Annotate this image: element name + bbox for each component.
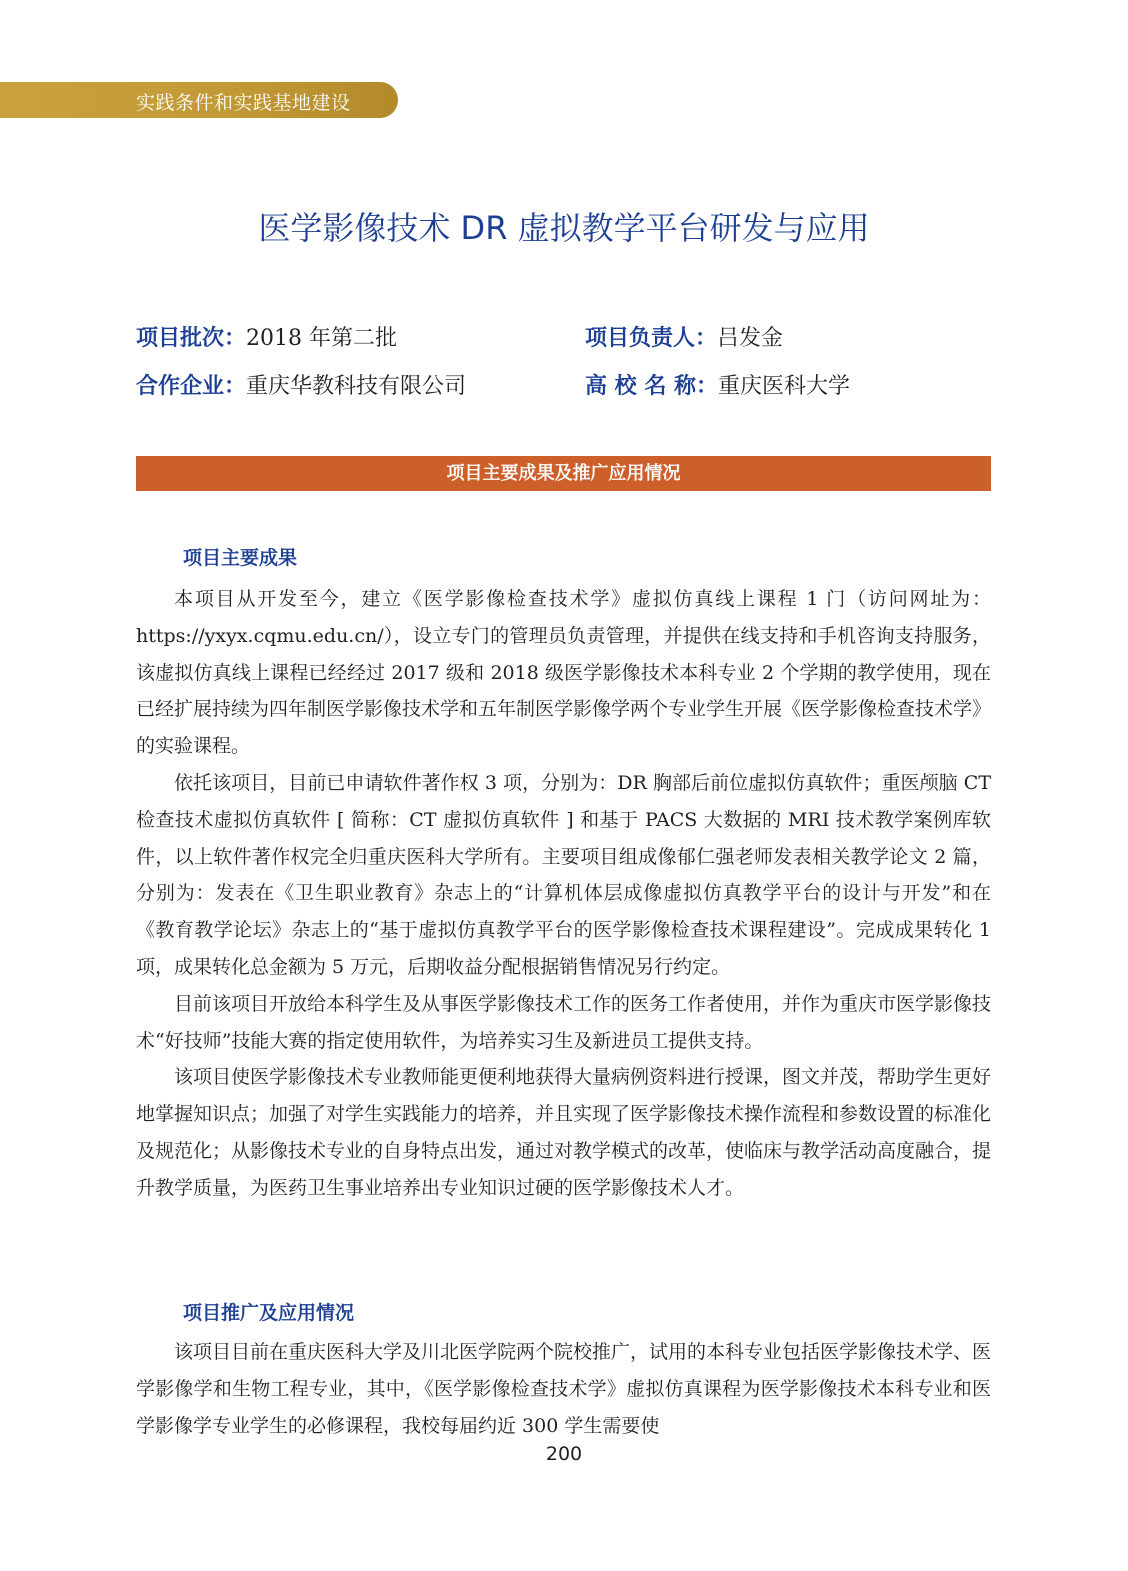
meta-company-value: 重庆华教科技有限公司: [246, 374, 467, 399]
achievements-body: [136, 581, 991, 1207]
meta-company-label: 合作企业：: [136, 374, 247, 399]
meta-leader-value: 吕发金: [717, 326, 784, 351]
promotion-heading: 项目推广及应用情况: [183, 1302, 355, 1324]
promotion-paragraph: 该项目目前在重庆医科大学及川北医学院两个院校推广，试用的本科专业包括医学影像技术学、医学影像学和生物工程专业，其中，《医学影像检查技术学》虚拟仿真课程为医学影像技术本科专业和医学影像学专业学生的必修课程，我校每届约近 300 学生需要使: [136, 1341, 992, 1437]
achievements-paragraph: 依托该项目，目前已申请软件著作权 3 项，分别为：DR 胸部后前位虚拟仿真软件；重医颅脑 CT 检查技术虚拟仿真软件 [ 简称：CT 虚拟仿真软件 ] 和基于 PACS 大数据的 MRI 技术教学案例库软件，以上软件著作权完全归重庆医科大学所有。主要项目组成像郁仁强老师发表相关教学论文 2 篇，分别为：发表在《卫生职业教育》杂志上的“计算机体层成像虚拟仿真教学平台的设计与开发”和在《教育教学论坛》杂志上的“基于虚拟仿真教学平台的医学影像检查技术课程建设”。完成成果转化 1 项，成果转化总金额为 5 万元，后期收益分配根据销售情况另行约定。: [136, 771, 991, 978]
meta-leader-label: 项目负责人：: [585, 326, 718, 351]
meta-batch: [136, 325, 397, 353]
section-header-label: 实践条件和实践基地建设: [136, 92, 351, 114]
achievements-heading: 项目主要成果: [183, 547, 298, 569]
section-header-band: [0, 82, 398, 118]
promotion-body: [136, 1334, 991, 1444]
meta-school: [585, 373, 850, 401]
achievements-paragraph: 本项目从开发至今，建立《医学影像检查技术学》虚拟仿真线上课程 1 门（访问网址为：https://yxyx.cqmu.edu.cn/），设立专门的管理员负责管理，并提供在线支持和手机咨询支持服务，该虚拟仿真线上课程已经经过 2017 级和 2018 级医学影像技术本科专业 2 个学期的教学使用，现在已经扩展持续为四年制医学影像技术学和五年制医学影像学两个专业学生开展《医学影像检查技术学》的实验课程。: [136, 588, 992, 758]
meta-leader: [585, 325, 783, 353]
meta-school-value: 重庆医科大学: [717, 374, 850, 399]
section-bar: 项目主要成果及推广应用情况: [136, 456, 991, 491]
meta-school-label: 高 校 名 称：: [585, 374, 718, 399]
page-number: 200: [545, 1443, 583, 1465]
meta-batch-label: 项目批次：: [136, 326, 247, 351]
page-title: 医学影像技术 DR 虚拟教学平台研发与应用: [258, 209, 870, 247]
meta-batch-value: 2018 年第二批: [246, 326, 397, 351]
achievements-paragraph: 目前该项目开放给本科学生及从事医学影像技术工作的医务工作者使用，并作为重庆市医学影像技术“好技师”技能大赛的指定使用软件，为培养实习生及新进员工提供支持。: [136, 992, 992, 1052]
achievements-paragraph: 该项目使医学影像技术专业教师能更便利地获得大量病例资料进行授课，图文并茂，帮助学生更好地掌握知识点；加强了对学生实践能力的培养，并且实现了医学影像技术操作流程和参数设置的标准化及规范化；从影像技术专业的自身特点出发，通过对教学模式的改革，使临床与教学活动高度融合，提升教学质量，为医药卫生事业培养出专业知识过硬的医学影像技术人才。: [136, 1066, 992, 1199]
meta-company: [136, 373, 466, 401]
